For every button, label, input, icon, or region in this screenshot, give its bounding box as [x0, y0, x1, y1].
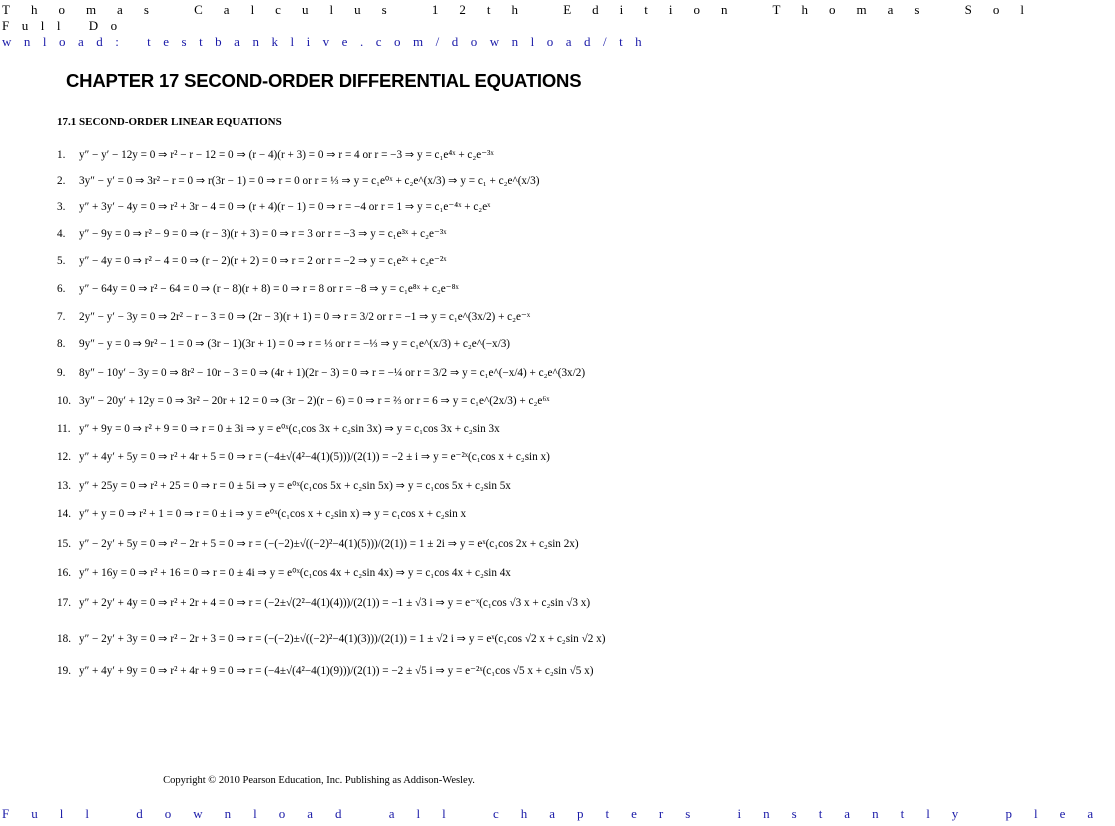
problem-solution: y″ + 2y′ + 4y = 0 ⇒ r² + 2r + 4 = 0 ⇒ r = (−2±√(2²−4(1)(4)))/(2(1)) = −1 ± √3 i ⇒ y = e⁻ˣ(c₁cos √3 x + c₂sin √3 x)	[79, 597, 591, 609]
problem-item	[57, 394, 632, 407]
problem-number: 12.	[57, 451, 71, 463]
problem-number: 11.	[57, 423, 71, 435]
problem-item	[57, 450, 632, 463]
problem-item	[57, 596, 632, 609]
problem-solution: y″ − 2y′ + 3y = 0 ⇒ r² − 2r + 3 = 0 ⇒ r = (−(−2)±√((−2)²−4(1)(3)))/(2(1)) = 1 ± √2 i ⇒ y = eˣ(c₁cos √2 x + c₂sin √2 x)	[79, 633, 606, 645]
problem-number: 8.	[57, 338, 66, 350]
problem-item	[57, 310, 632, 323]
problem-solution: y″ − 2y′ + 5y = 0 ⇒ r² − 2r + 5 = 0 ⇒ r = (−(−2)±√((−2)²−4(1)(5)))/(2(1)) = 1 ± 2i ⇒ y = eˣ(c₁cos 2x + c₂sin 2x)	[79, 538, 579, 550]
problem-item	[57, 366, 632, 379]
banner-download-link[interactable]	[0, 18, 655, 49]
banner-download-url[interactable]: wnload: testbanklive.com/download/th	[2, 34, 655, 49]
problem-solution: 3y″ − 20y′ + 12y = 0 ⇒ 3r² − 20r + 12 = 0 ⇒ (3r − 2)(r − 6) = 0 ⇒ r = ⅔ or r = 6 ⇒ y = c₁e^(2x/3) + c₂e⁶ˣ	[79, 395, 550, 407]
problem-solution: y″ + 16y = 0 ⇒ r² + 16 = 0 ⇒ r = 0 ± 4i ⇒ y = e⁰ˣ(c₁cos 4x + c₂sin 4x) ⇒ y = c₁cos 4x + c₂sin 4x	[79, 567, 511, 579]
problem-number: 7.	[57, 311, 66, 323]
problem-item	[57, 537, 632, 550]
problem-number: 6.	[57, 283, 66, 295]
problem-item	[57, 227, 632, 240]
problem-solution: y″ + 4y′ + 9y = 0 ⇒ r² + 4r + 9 = 0 ⇒ r = (−4±√(4²−4(1)(9)))/(2(1)) = −2 ± √5 i ⇒ y = e⁻²ˣ(c₁cos √5 x + c₂sin √5 x)	[79, 665, 594, 677]
problem-number: 19.	[57, 665, 71, 677]
problem-solution: y″ − y′ − 12y = 0 ⇒ r² − r − 12 = 0 ⇒ (r − 4)(r + 3) = 0 ⇒ r = 4 or r = −3 ⇒ y = c₁e⁴ˣ + c₂e⁻³ˣ	[79, 149, 494, 161]
problem-item	[57, 200, 632, 213]
problem-item	[57, 282, 632, 295]
problem-solution: y″ + 25y = 0 ⇒ r² + 25 = 0 ⇒ r = 0 ± 5i ⇒ y = e⁰ˣ(c₁cos 5x + c₂sin 5x) ⇒ y = c₁cos 5x + c₂sin 5x	[79, 480, 511, 492]
problem-number: 16.	[57, 567, 71, 579]
problem-item	[57, 664, 632, 677]
problem-number: 3.	[57, 201, 66, 213]
problem-item	[57, 422, 632, 435]
problem-solution: 9y″ − y = 0 ⇒ 9r² − 1 = 0 ⇒ (3r − 1)(3r + 1) = 0 ⇒ r = ⅓ or r = −⅓ ⇒ y = c₁e^(x/3) + c₂e^(−x/3)	[79, 338, 511, 350]
problem-solution: y″ + 3y′ − 4y = 0 ⇒ r² + 3r − 4 = 0 ⇒ (r + 4)(r − 1) = 0 ⇒ r = −4 or r = 1 ⇒ y = c₁e⁻⁴ˣ + c₂eˣ	[79, 201, 491, 213]
problem-solution: y″ + 4y′ + 5y = 0 ⇒ r² + 4r + 5 = 0 ⇒ r = (−4±√(4²−4(1)(5)))/(2(1)) = −2 ± i ⇒ y = e⁻²ˣ(c₁cos x + c₂sin x)	[79, 451, 550, 463]
problem-number: 18.	[57, 633, 71, 645]
problem-number: 10.	[57, 395, 71, 407]
problem-number: 2.	[57, 175, 66, 187]
problem-solution: y″ + y = 0 ⇒ r² + 1 = 0 ⇒ r = 0 ± i ⇒ y = e⁰ˣ(c₁cos x + c₂sin x) ⇒ y = c₁cos x + c₂sin x	[79, 508, 467, 520]
problem-solution: y″ − 9y = 0 ⇒ r² − 9 = 0 ⇒ (r − 3)(r + 3) = 0 ⇒ r = 3 or r = −3 ⇒ y = c₁e³ˣ + c₂e⁻³ˣ	[79, 228, 447, 240]
problem-solution: y″ − 4y = 0 ⇒ r² − 4 = 0 ⇒ (r − 2)(r + 2) = 0 ⇒ r = 2 or r = −2 ⇒ y = c₁e²ˣ + c₂e⁻²ˣ	[79, 255, 447, 267]
problem-number: 17.	[57, 597, 71, 609]
problem-item	[57, 507, 632, 520]
problem-item	[57, 174, 632, 187]
problem-number: 4.	[57, 228, 66, 240]
problem-number: 15.	[57, 538, 71, 550]
problem-solution: y″ − 64y = 0 ⇒ r² − 64 = 0 ⇒ (r − 8)(r + 8) = 0 ⇒ r = 8 or r = −8 ⇒ y = c₁e⁸ˣ + c₂e⁻⁸ˣ	[79, 283, 459, 295]
problem-solution: y″ + 9y = 0 ⇒ r² + 9 = 0 ⇒ r = 0 ± 3i ⇒ y = e⁰ˣ(c₁cos 3x + c₂sin 3x) ⇒ y = c₁cos 3x + c₂sin 3x	[79, 423, 500, 435]
problem-number: 14.	[57, 508, 71, 520]
banner-top-title	[0, 2, 1046, 18]
banner-bottom-text[interactable]: Full download all chapters instantly plea	[2, 806, 1115, 821]
problem-item	[57, 337, 632, 350]
problem-solution: 8y″ − 10y′ − 3y = 0 ⇒ 8r² − 10r − 3 = 0 ⇒ (4r + 1)(2r − 3) = 0 ⇒ r = −¼ or r = 3/2 ⇒ y = c₁e^(−x/4) + c₂e^(3x/2)	[79, 367, 586, 379]
problem-item	[57, 632, 632, 645]
problem-item	[57, 148, 632, 161]
banner-bottom-link[interactable]	[0, 806, 1115, 822]
problem-number: 9.	[57, 367, 66, 379]
problem-item	[57, 479, 632, 492]
banner-top-title-text: Thomas Calculus 12th Edition Thomas Sol	[2, 2, 1046, 17]
chapter-title: CHAPTER 17 SECOND-ORDER DIFFERENTIAL EQUATIONS	[66, 70, 582, 91]
problem-item	[57, 254, 632, 267]
problem-number: 1.	[57, 149, 66, 161]
section-title: 17.1 SECOND-ORDER LINEAR EQUATIONS	[57, 116, 282, 128]
problem-solution: 2y″ − y′ − 3y = 0 ⇒ 2r² − r − 3 = 0 ⇒ (2r − 3)(r + 1) = 0 ⇒ r = 3/2 or r = −1 ⇒ y = c₁e^(3x/2) + c₂e⁻ˣ	[79, 311, 531, 323]
problem-solution: 3y″ − y′ = 0 ⇒ 3r² − r = 0 ⇒ r(3r − 1) = 0 ⇒ r = 0 or r = ⅓ ⇒ y = c₁e⁰ˣ + c₂e^(x/3) ⇒ y = c₁ + c₂e^(x/3)	[79, 175, 540, 187]
problem-number: 5.	[57, 255, 66, 267]
banner-download-lead: Full Do	[2, 18, 130, 33]
copyright-notice: Copyright © 2010 Pearson Education, Inc. Publishing as Addison-Wesley.	[163, 775, 475, 786]
problem-item	[57, 566, 632, 579]
problem-number: 13.	[57, 480, 71, 492]
